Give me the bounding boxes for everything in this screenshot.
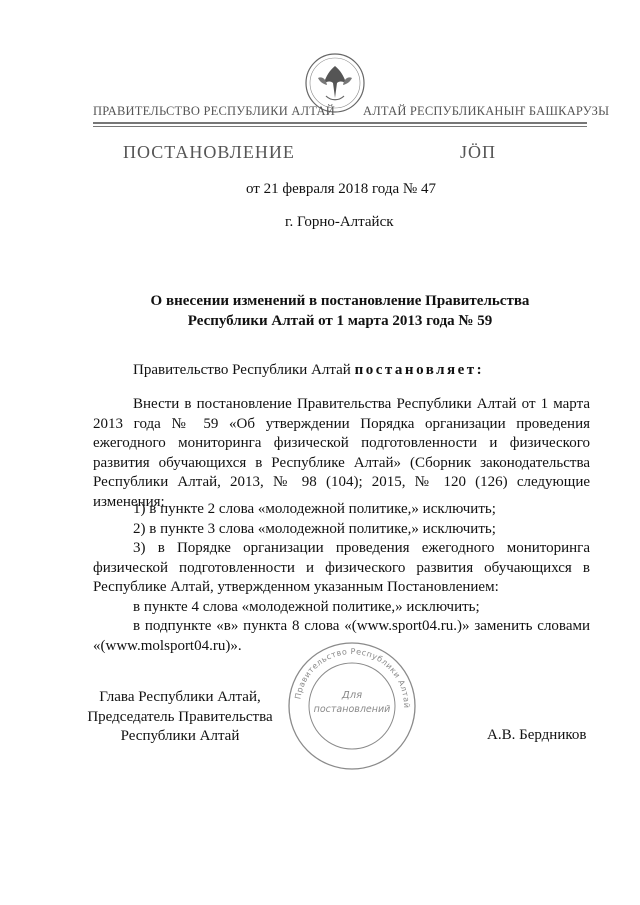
stamp-inner-line-2: постановлений bbox=[313, 704, 391, 715]
list-item-2: 2) в пункте 3 слова «молодежной политике,» исключить; bbox=[133, 520, 496, 537]
signature-title-3: Республики Алтай bbox=[120, 728, 240, 744]
header-rule bbox=[93, 122, 587, 124]
decree-word: постановляет: bbox=[354, 362, 485, 378]
para-line-5: Республики Алтай, 2013, № 98 (104); 2015, № 120 (126) следующие bbox=[93, 474, 590, 490]
sub-item-1: в пункте 4 слова «молодежной политике,» исключить; bbox=[133, 598, 480, 615]
signature-title-2: Председатель Правительства bbox=[87, 708, 273, 725]
paragraph-main bbox=[93, 395, 590, 512]
para-line-2: 2013 года № 59 «Об утверждении Порядка организации проведения bbox=[93, 415, 590, 432]
stamp-outer-text: Правительство Республики Алтай bbox=[293, 646, 412, 709]
list-item-3-line-1: 3) в Порядке организации проведения ежегодного мониторинга bbox=[133, 540, 590, 556]
doc-title bbox=[93, 292, 587, 331]
date-line: от 21 февраля 2018 года № 47 bbox=[246, 181, 436, 197]
signatory-name: А.В. Бердников bbox=[487, 727, 587, 743]
stamp-graphic bbox=[286, 640, 418, 772]
item-list bbox=[93, 500, 590, 656]
decree-lead bbox=[133, 361, 484, 381]
header-org-ru: ПРАВИТЕЛЬСТВО РЕСПУБЛИКИ АЛТАЙ bbox=[93, 104, 335, 118]
decree-lead-text: Правительство Республики Алтай bbox=[133, 362, 355, 378]
para-line-6: изменения: bbox=[93, 493, 165, 510]
list-item-3-line-2: физической подготовленности и физического развития обучающихся в bbox=[93, 559, 590, 576]
signature-block bbox=[80, 688, 280, 747]
header-rule-thin bbox=[93, 126, 587, 127]
stamp-inner-line-1: Для bbox=[341, 690, 363, 701]
signature-title-1: Глава Республики Алтай, bbox=[99, 689, 261, 705]
para-line-1: Внести в постановление Правительства Республики Алтай от 1 марта bbox=[133, 396, 590, 412]
doc-type-ru: ПОСТАНОВЛЕНИЕ bbox=[123, 142, 295, 162]
doc-type-alt: ЈӦП bbox=[460, 142, 497, 162]
official-stamp bbox=[286, 640, 418, 772]
list-item-3-line-3: Республике Алтай, утвержденном указанным Постановлением: bbox=[93, 579, 499, 595]
doc-title-line-2: Республики Алтай от 1 марта 2013 года № 59 bbox=[187, 312, 493, 329]
list-item-1: 1) в пункте 2 слова «молодежной политике,» исключить; bbox=[133, 501, 496, 517]
doc-title-line-1: О внесении изменений в постановление Правительства bbox=[150, 293, 530, 309]
city-line: г. Горно-Алтайск bbox=[285, 214, 394, 230]
sub-item-2-line-1: в подпункте «в» пункта 8 слова «(www.sport04.ru.)» заменить словами bbox=[133, 618, 590, 634]
header-org-alt: АЛТАЙ РЕСПУБЛИКАНЫҤ БАШКАРУЗЫ bbox=[363, 104, 610, 118]
para-line-3: ежегодного мониторинга физической подготовленности и физического bbox=[93, 435, 590, 451]
sub-item-2-line-2: «(www.molsport04.ru)». bbox=[93, 637, 242, 654]
para-line-4: развития обучающихся в Республике Алтай» (Сборник законодательства bbox=[93, 454, 590, 471]
